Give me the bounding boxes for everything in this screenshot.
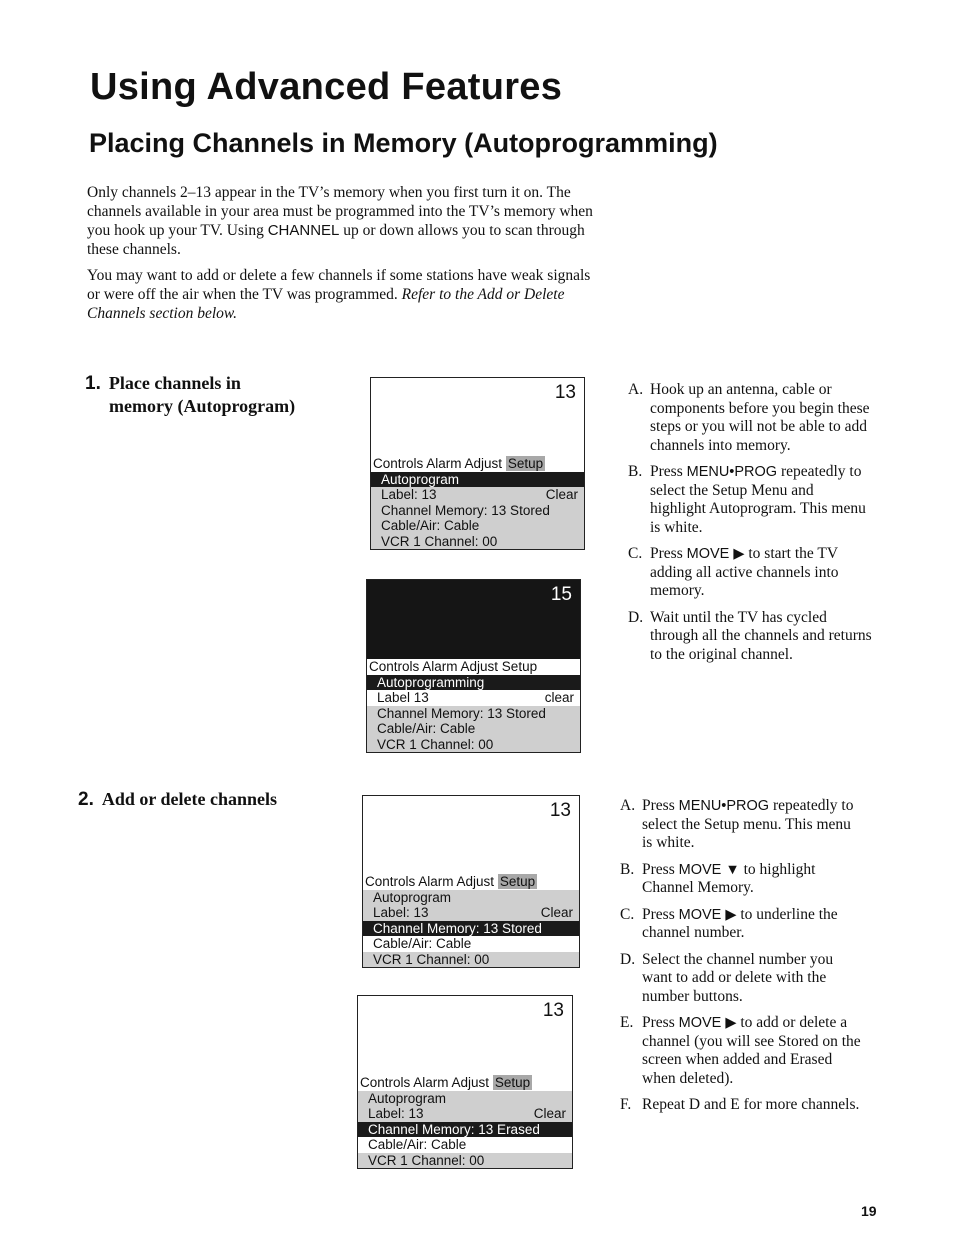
setup-menu xyxy=(363,874,579,967)
menu-row-cable-air: Cable/Air: Cable xyxy=(367,721,580,737)
step-2-item-e: E. Press MOVE ▶ to add or delete a channel (you will see Stored on the screen when added and Erased when deleted). xyxy=(620,1014,861,1087)
step-1-item-a: A. Hook up an antenna, cable or components before you begin these steps or you will not be able to add channels into memory. xyxy=(628,381,870,454)
menu-tabs: Controls Alarm Adjust Setup xyxy=(360,1075,531,1090)
step-2-item-f: F. Repeat D and E for more channels. xyxy=(620,1096,860,1113)
menu-row-autoprogram: Autoprogram xyxy=(363,890,579,906)
menu-tabs: Controls Alarm Adjust Setup xyxy=(367,659,580,675)
step-2-heading: 2. Add or delete channels xyxy=(78,789,278,810)
menu-row-vcr-channel: VCR 1 Channel: 00 xyxy=(363,952,579,968)
tv-screen-channel-erased xyxy=(357,995,573,1169)
setup-menu xyxy=(367,659,580,752)
menu-row-channel-memory: Channel Memory: 13 Stored xyxy=(371,503,584,519)
tv-screen-channel-stored xyxy=(362,795,580,968)
channel-key: CHANNEL xyxy=(267,222,340,239)
menu-row-label: Label: 13 Clear xyxy=(363,905,579,921)
cross-reference: Refer to the Add or Delete Channels section below. xyxy=(87,286,565,322)
step-2-item-d: D. Select the channel number you want to add or delete with the number buttons. xyxy=(620,950,834,1005)
menu-row-autoprogram: Autoprogram xyxy=(371,472,584,488)
menu-tabs: Controls Alarm Adjust Setup xyxy=(373,456,544,471)
channel-number: 13 xyxy=(542,1000,564,1021)
menu-row-vcr-channel: VCR 1 Channel: 00 xyxy=(371,534,584,550)
menu-row-label: Label: 13 Clear xyxy=(358,1106,572,1122)
menu-row-cable-air: Cable/Air: Cable xyxy=(371,518,584,534)
menu-row-autoprogram: Autoprogram xyxy=(358,1091,572,1107)
menu-row-vcr-channel: VCR 1 Channel: 00 xyxy=(367,737,580,753)
tv-screen-autoprogramming xyxy=(366,579,581,753)
menu-row-label: Label 13 clear xyxy=(377,690,574,705)
step-2-instructions xyxy=(620,797,865,1123)
menu-row-channel-memory: Channel Memory: 13 Stored xyxy=(367,706,580,722)
page-number: 19 xyxy=(861,1203,877,1219)
menu-row-cable-air: Cable/Air: Cable xyxy=(368,1137,467,1152)
step-2-item-a: A. Press MENU•PROG repeatedly to select the Setup menu. This menu is white. xyxy=(620,797,854,851)
menu-row-vcr-channel: VCR 1 Channel: 00 xyxy=(358,1153,572,1169)
channel-number: 13 xyxy=(554,382,576,403)
setup-menu xyxy=(371,456,584,549)
channel-number: 15 xyxy=(550,584,572,605)
section-title: Placing Channels in Memory (Autoprogramming) xyxy=(89,128,718,158)
page-title: Using Advanced Features xyxy=(90,66,563,108)
step-1-item-b: B. Press MENU•PROG repeatedly to select the Setup Menu and highlight Autoprogram. This menu is white. xyxy=(628,463,866,536)
menu-row-autoprogramming: Autoprogramming xyxy=(367,675,580,691)
step-1-item-c: C. Press MOVE ▶ to start the TV adding all active channels into memory. xyxy=(628,545,839,599)
menu-row-cable-air: Cable/Air: Cable xyxy=(373,936,472,951)
menu-row-channel-memory: Channel Memory: 13 Erased xyxy=(358,1122,572,1138)
tv-screen-autoprogram xyxy=(370,377,585,550)
step-1-instructions xyxy=(628,381,873,672)
intro-paragraph-1: Only channels 2–13 appear in the TV’s memory when you first turn it on. The channels available in your area must be programmed into the TV’s memory when you hook up your TV. Using CHANNEL up or down allows you to scan through these channels. xyxy=(87,184,593,258)
setup-menu xyxy=(358,1075,572,1168)
menu-tabs: Controls Alarm Adjust Setup xyxy=(365,874,536,889)
step-2-item-b: B. Press MOVE ▼ to highlight Channel Memory. xyxy=(620,860,816,896)
step-1-heading: 1. Place channels in memory (Autoprogram) xyxy=(85,373,296,416)
step-1-item-d: D. Wait until the TV has cycled through all the channels and returns to the original channel. xyxy=(628,608,872,663)
menu-row-channel-memory: Channel Memory: 13 Stored xyxy=(363,921,579,937)
step-2-item-c: C. Press MOVE ▶ to underline the channel number. xyxy=(620,905,838,941)
menu-row-label: Label: 13 Clear xyxy=(371,487,584,503)
intro-paragraph-2: You may want to add or delete a few channels if some stations have weak signals or were off the air when the TV was programmed. Refer to the Add or Delete Channels section below. xyxy=(87,267,591,322)
channel-number: 13 xyxy=(549,800,571,821)
